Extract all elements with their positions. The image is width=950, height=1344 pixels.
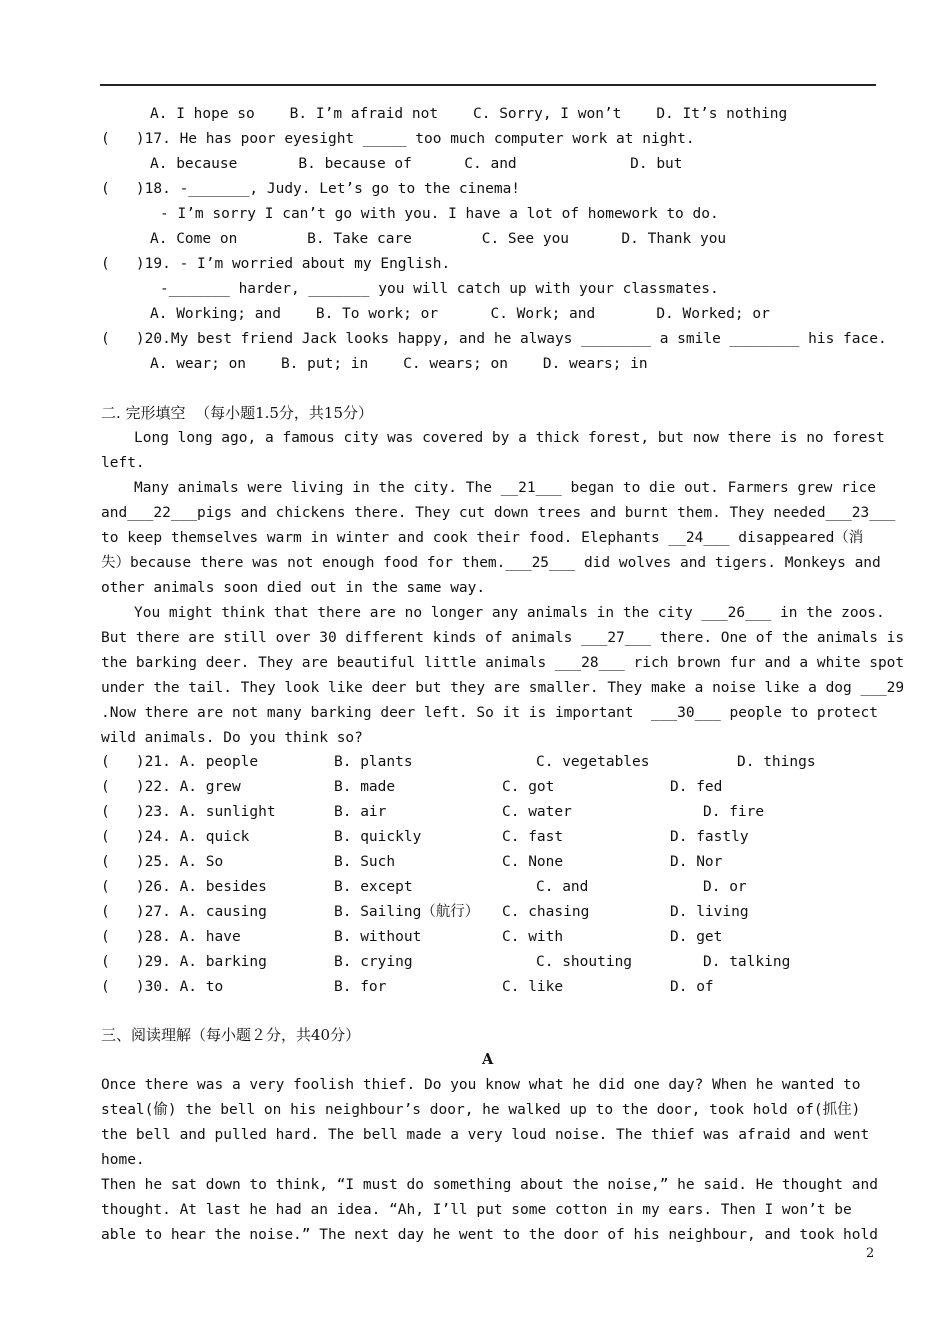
- option-d: D. fed: [670, 779, 723, 795]
- option-b: B. air: [334, 804, 387, 820]
- option-c: C. vegetables: [536, 754, 650, 770]
- option-b: B. without: [334, 929, 422, 945]
- exam-line: ( )18. -_______, Judy. Let’s go to the cinema!: [101, 181, 521, 197]
- option-c: C. with: [502, 929, 564, 945]
- passage-line: 失）because there was not enough food for them.___25___ did wolves and tigers. Monkeys and: [101, 555, 881, 571]
- exam-line: A. I hope so B. I’m afraid not C. Sorry, I won’t D. It’s nothing: [150, 106, 788, 122]
- question-number-option-a: ( )24. A. quick: [101, 829, 250, 845]
- passage-line: and___22___pigs and chickens there. They cut down trees and burnt them. They needed___23___: [101, 505, 896, 521]
- question-number-option-a: ( )21. A. people: [101, 754, 259, 770]
- reading-line: Then he sat down to think, “I must do something about the noise,” he said. He thought and: [101, 1177, 878, 1193]
- option-b: B. for: [334, 979, 387, 995]
- section-heading-reading: 三、阅读理解（每小题２分，共40分）: [101, 1026, 361, 1044]
- option-c: C. chasing: [502, 904, 590, 920]
- option-b: B. except: [334, 879, 413, 895]
- passage-line: But there are still over 30 different kinds of animals ___27___ there. One of the animals is: [101, 630, 905, 646]
- option-d: D. things: [737, 754, 816, 770]
- question-number-option-a: ( )28. A. have: [101, 929, 241, 945]
- passage-line: other animals soon died out in the same way.: [101, 580, 486, 596]
- question-number-option-a: ( )23. A. sunlight: [101, 804, 276, 820]
- passage-line: Long long ago, a famous city was covered by a thick forest, but now there is no forest: [134, 430, 885, 446]
- reading-line: the bell and pulled hard. The bell made a very loud noise. The thief was afraid and went: [101, 1127, 870, 1143]
- page-number: 2: [866, 1246, 875, 1261]
- option-c: C. water: [502, 804, 572, 820]
- option-d: D. fire: [703, 804, 765, 820]
- question-number-option-a: ( )29. A. barking: [101, 954, 267, 970]
- exam-line: ( )20.My best friend Jack looks happy, and he always ________ a smile ________ his face.: [101, 331, 887, 347]
- question-number-option-a: ( )30. A. to: [101, 979, 224, 995]
- exam-line: - I’m sorry I can’t go with you. I have a lot of homework to do.: [160, 206, 719, 222]
- exam-line: -_______ harder, _______ you will catch up with your classmates.: [160, 281, 719, 297]
- option-b: B. Such: [334, 854, 396, 870]
- option-b: B. Sailing（航行）: [334, 904, 480, 920]
- question-number-option-a: ( )25. A. So: [101, 854, 224, 870]
- exam-line: ( )19. - I’m worried about my English.: [101, 256, 451, 272]
- exam-line: ( )17. He has poor eyesight _____ too much computer work at night.: [101, 131, 695, 147]
- passage-line: .Now there are not many barking deer left. So it is important ___30___ people to protect: [101, 705, 878, 721]
- option-d: D. living: [670, 904, 749, 920]
- passage-line: wild animals. Do you think so?: [101, 730, 363, 746]
- option-c: C. and: [536, 879, 589, 895]
- question-number-option-a: ( )27. A. causing: [101, 904, 267, 920]
- option-d: D. Nor: [670, 854, 723, 870]
- passage-line: You might think that there are no longer any animals in the city ___26___ in the zoos.: [134, 605, 885, 621]
- option-d: D. of: [670, 979, 714, 995]
- passage-line: left.: [101, 455, 145, 471]
- question-number-option-a: ( )22. A. grew: [101, 779, 241, 795]
- option-d: D. or: [703, 879, 747, 895]
- exam-line: A. because B. because of C. and D. but: [150, 156, 683, 172]
- reading-line: thought. At last he had an idea. “Ah, I’ll put some cotton in my ears. Then I won’t be: [101, 1202, 852, 1218]
- option-c: C. shouting: [536, 954, 633, 970]
- top-rule: [100, 84, 876, 86]
- option-b: B. plants: [334, 754, 413, 770]
- reading-line: steal(偷) the bell on his neighbour’s door, he walked up to the door, took hold of(抓住): [101, 1102, 861, 1118]
- passage-line: the barking deer. They are beautiful little animals ___28___ rich brown fur and a white spot: [101, 655, 905, 671]
- exam-line: A. Working; and B. To work; or C. Work; and D. Worked; or: [150, 306, 770, 322]
- option-c: C. fast: [502, 829, 564, 845]
- option-d: D. fastly: [670, 829, 749, 845]
- question-number-option-a: ( )26. A. besides: [101, 879, 267, 895]
- option-b: B. crying: [334, 954, 413, 970]
- option-b: B. quickly: [334, 829, 422, 845]
- passage-line: to keep themselves warm in winter and cook their food. Elephants __24___ disappeared（消: [101, 530, 864, 546]
- option-d: D. talking: [703, 954, 791, 970]
- option-d: D. get: [670, 929, 723, 945]
- option-c: C. got: [502, 779, 555, 795]
- passage-line: under the tail. They look like deer but they are smaller. They make a noise like a dog ___29: [101, 680, 905, 696]
- section-heading-cloze: 二. 完形填空 （每小题1.5分，共15分）: [101, 404, 374, 422]
- reading-line: able to hear the noise.” The next day he went to the door of his neighbour, and took hold: [101, 1227, 878, 1243]
- reading-title: A: [482, 1051, 494, 1068]
- option-c: C. like: [502, 979, 564, 995]
- exam-line: A. wear; on B. put; in C. wears; on D. wears; in: [150, 356, 648, 372]
- exam-line: A. Come on B. Take care C. See you D. Thank you: [150, 231, 727, 247]
- option-b: B. made: [334, 779, 396, 795]
- reading-line: home.: [101, 1152, 145, 1168]
- option-c: C. None: [502, 854, 564, 870]
- passage-line: Many animals were living in the city. The __21___ began to die out. Farmers grew rice: [134, 480, 877, 496]
- reading-line: Once there was a very foolish thief. Do you know what he did one day? When he wanted to: [101, 1077, 861, 1093]
